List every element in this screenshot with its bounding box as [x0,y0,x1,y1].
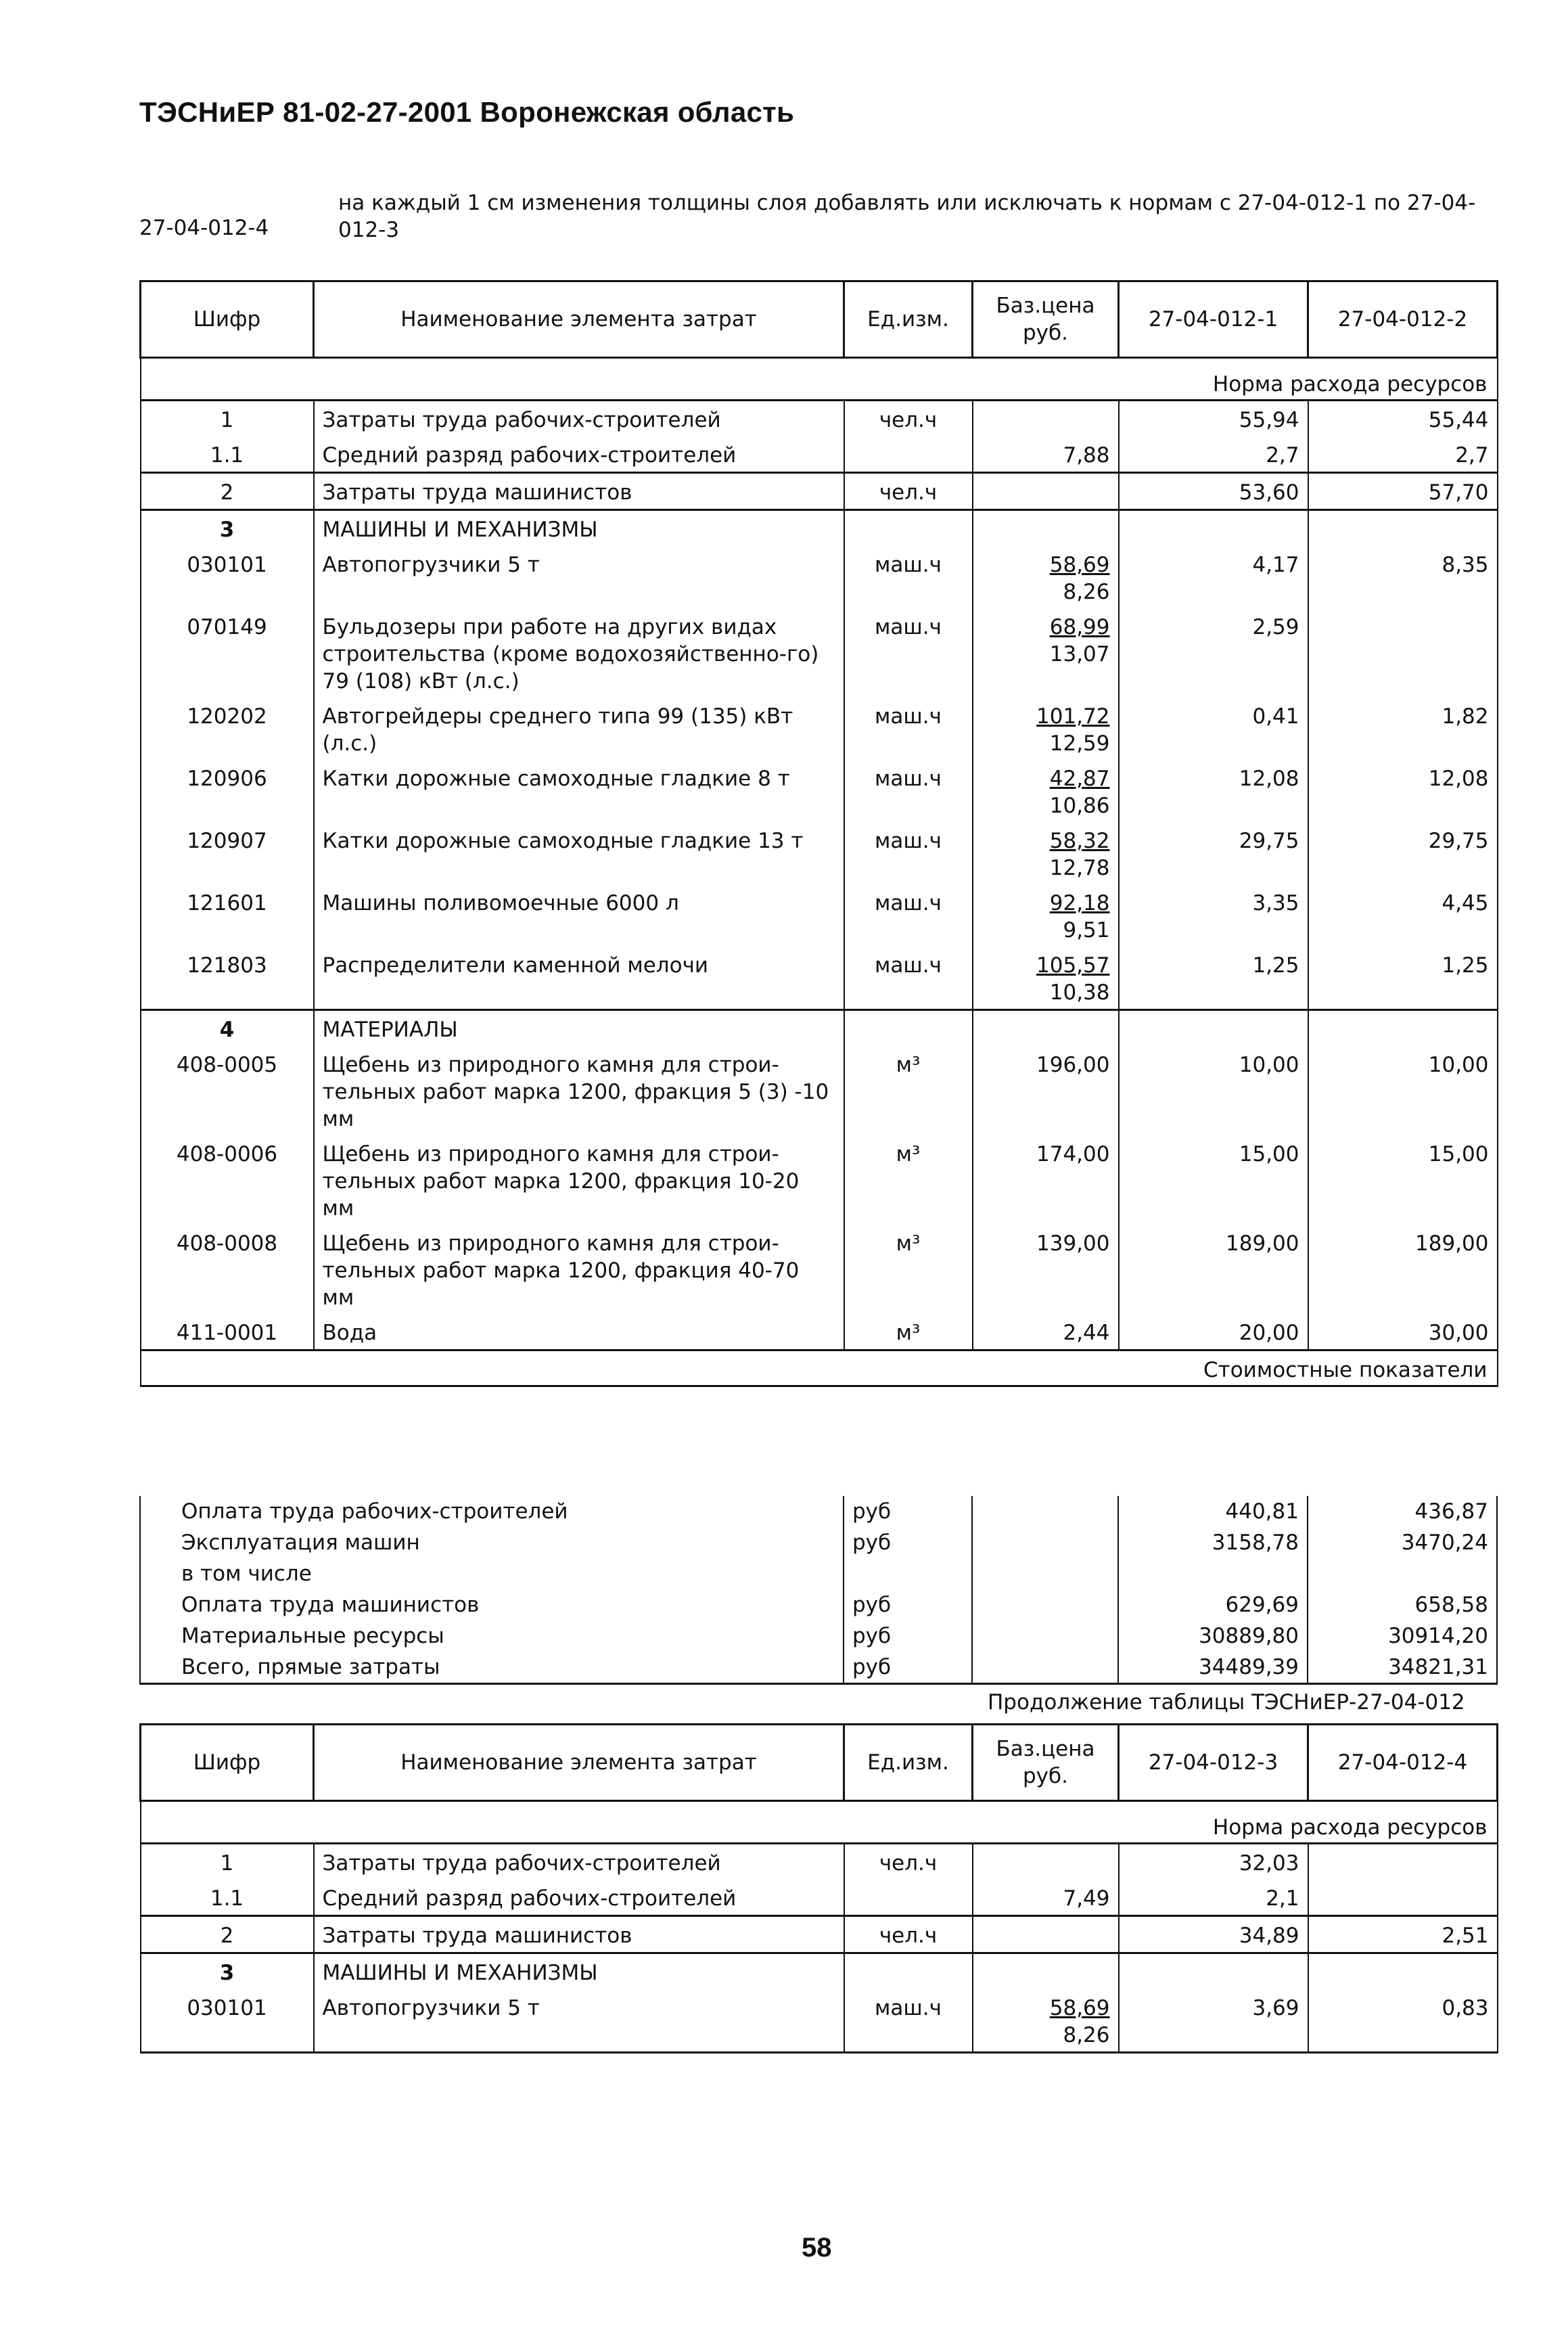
cost-row-unit: руб [844,1620,972,1652]
row-unit: чел.ч [844,401,973,437]
row-value-a: 12,08 [1119,760,1308,822]
header-price: Баз.цена руб. [973,1725,1119,1801]
cost-row-value-b: 3470,24 [1308,1527,1497,1558]
row-unit: м³ [844,1225,973,1314]
cost-summary [139,1496,1498,1685]
table-row [141,1989,1498,2053]
cost-row-value-a: 629,69 [1118,1589,1308,1620]
table-row [141,884,1498,947]
row-value-b [1308,608,1498,698]
row-value-b: 12,08 [1308,760,1498,822]
row-value-a: 2,1 [1119,1880,1308,1916]
cost-row [140,1527,1497,1558]
section-title: МАШИНЫ И МЕХАНИЗМЫ [314,1953,844,1990]
row-unit [844,1880,973,1916]
row-price [973,947,1119,1010]
cost-row [140,1496,1497,1527]
row-price [973,473,1119,510]
row-value-b [1308,1844,1498,1880]
cost-row-value-a: 440,81 [1118,1496,1308,1527]
table-row [141,947,1498,1010]
cost-row [140,1589,1497,1620]
intro-code: 27-04-012-4 [139,216,269,240]
row-value-b: 1,82 [1308,698,1498,760]
row-unit: маш.ч [844,822,973,884]
table-row [141,1135,1498,1225]
cost-row-label: Эксплуатация машин [140,1527,844,1558]
row-price [973,546,1119,608]
row-name: Катки дорожные самоходные гладкие 8 т [314,760,844,822]
table-row [141,401,1498,437]
price-sub: 12,59 [1049,731,1110,756]
row-price: 174,00 [973,1135,1119,1225]
header-col-a: 27-04-012-3 [1119,1725,1308,1801]
row-unit: маш.ч [844,760,973,822]
row-name: Автопогрузчики 5 т [314,546,844,608]
row-unit: чел.ч [844,1916,973,1953]
cost-row-value-a: 30889,80 [1118,1620,1308,1652]
table-row [141,822,1498,884]
row-code: 408-0008 [141,1225,314,1314]
price-main: 58,69 [1049,553,1110,577]
cost-row-unit: руб [844,1652,972,1684]
row-code: 1.1 [141,436,314,473]
section-row [141,1953,1498,1990]
row-unit: маш.ч [844,947,973,1010]
header-col-a: 27-04-012-1 [1119,281,1308,358]
row-price: 139,00 [973,1225,1119,1314]
row-name: Затраты труда машинистов [314,473,844,510]
row-value-b: 2,51 [1308,1916,1498,1953]
cost-row-label: Всего, прямые затраты [140,1652,844,1684]
row-value-a: 29,75 [1119,822,1308,884]
row-value-a: 3,69 [1119,1989,1308,2053]
row-value-a: 53,60 [1119,473,1308,510]
section-row [141,510,1498,547]
price-main: 105,57 [1036,953,1110,978]
row-price [973,1844,1119,1880]
row-value-a: 0,41 [1119,698,1308,760]
price-main: 42,87 [1049,767,1110,791]
row-code: 030101 [141,1989,314,2053]
price-sub: 13,07 [1049,642,1110,666]
row-code: 411-0001 [141,1314,314,1350]
row-price: 7,49 [973,1880,1119,1916]
row-code: 120906 [141,760,314,822]
row-code: 121601 [141,884,314,947]
header-unit: Ед.изм. [844,1725,973,1801]
row-code: 121803 [141,947,314,1010]
row-value-a: 34,89 [1119,1916,1308,1953]
row-value-b: 1,25 [1308,947,1498,1010]
norm-label: Норма расхода ресурсов [141,1809,1498,1844]
row-value-b: 8,35 [1308,546,1498,608]
row-name: Щебень из природного камня для строи-тельных работ марка 1200, фракция 5 (3) -10 мм [314,1046,844,1135]
price-main: 68,99 [1049,615,1110,639]
price-sub: 8,26 [1063,2023,1110,2047]
row-code: 1 [141,401,314,437]
norm-band-row [141,365,1498,401]
row-name: Катки дорожные самоходные гладкие 13 т [314,822,844,884]
row-code: 408-0005 [141,1046,314,1135]
cost-row-value-b: 436,87 [1308,1496,1497,1527]
row-price [973,1916,1119,1953]
row-value-b: 10,00 [1308,1046,1498,1135]
price-main: 58,32 [1049,829,1110,853]
row-price [973,822,1119,884]
section-code: 3 [141,510,314,547]
document-title: ТЭСНиЕР 81-02-27-2001 Воронежская область [139,96,795,128]
row-name: Щебень из природного камня для строи-тельных работ марка 1200, фракция 10-20 мм [314,1135,844,1225]
row-name: Бульдозеры при работе на других видах строительства (кроме водохозяйственно-го) 79 (108) кВт (л.с.) [314,608,844,698]
row-unit: маш.ч [844,608,973,698]
price-main: 101,72 [1036,704,1110,729]
row-price: 2,44 [973,1314,1119,1350]
cost-row-value-b: 658,58 [1308,1589,1497,1620]
row-unit: м³ [844,1046,973,1135]
row-value-a: 55,94 [1119,401,1308,437]
cost-row [140,1558,1497,1589]
cost-row-value-b: 34821,31 [1308,1652,1497,1684]
row-code: 408-0006 [141,1135,314,1225]
section-code: 4 [141,1010,314,1047]
row-value-a: 15,00 [1119,1135,1308,1225]
header-name: Наименование элемента затрат [314,281,844,358]
row-price: 7,88 [973,436,1119,473]
row-name: Затраты труда машинистов [314,1916,844,1953]
table-row [141,473,1498,510]
row-unit: маш.ч [844,1989,973,2053]
cost-row-value-a: 3158,78 [1118,1527,1308,1558]
header-col-b: 27-04-012-2 [1308,281,1498,358]
row-price [973,884,1119,947]
row-value-b: 55,44 [1308,401,1498,437]
cost-row-label: Оплата труда машинистов [140,1589,844,1620]
row-value-b: 0,83 [1308,1989,1498,2053]
row-name: Затраты труда рабочих-строителей [314,1844,844,1880]
row-value-b [1308,1880,1498,1916]
row-value-b: 15,00 [1308,1135,1498,1225]
price-main: 92,18 [1049,891,1110,915]
cost-band-row [141,1350,1498,1386]
header-name: Наименование элемента затрат [314,1725,844,1801]
continuation-caption: Продолжение таблицы ТЭСНиЕР-27-04-012 [988,1690,1465,1714]
row-value-a: 10,00 [1119,1046,1308,1135]
row-name: Средний разряд рабочих-строителей [314,436,844,473]
table-row [141,1046,1498,1135]
norm-band-row [141,1809,1498,1844]
row-code: 2 [141,1916,314,1953]
cost-row-unit: руб [844,1589,972,1620]
row-name: Машины поливомоечные 6000 л [314,884,844,947]
row-price: 196,00 [973,1046,1119,1135]
row-price [973,401,1119,437]
table-row [141,1880,1498,1916]
row-unit [844,436,973,473]
intro-note: на каждый 1 см изменения толщины слоя добавлять или исключать к нормам с 27-04-012-1 по 27-04-012-3 [338,191,1476,242]
row-unit: м³ [844,1314,973,1350]
row-unit: м³ [844,1135,973,1225]
table-row [141,698,1498,760]
row-unit: маш.ч [844,884,973,947]
section-code: 3 [141,1953,314,1990]
price-sub: 9,51 [1063,918,1110,943]
row-value-a: 32,03 [1119,1844,1308,1880]
cost-row-label: Материальные ресурсы [140,1620,844,1652]
row-unit: маш.ч [844,698,973,760]
table-row [141,436,1498,473]
row-price [973,698,1119,760]
row-code: 1.1 [141,1880,314,1916]
section-row [141,1010,1498,1047]
row-code: 070149 [141,608,314,698]
row-value-b: 2,7 [1308,436,1498,473]
table-row [141,1314,1498,1350]
row-value-b: 30,00 [1308,1314,1498,1350]
table-row [141,1916,1498,1953]
cost-row-value-a: 34489,39 [1118,1652,1308,1684]
cost-row-value-b: 30914,20 [1308,1620,1497,1652]
header-col-b: 27-04-012-4 [1308,1725,1498,1801]
price-sub: 12,78 [1049,856,1110,880]
norm-label: Норма расхода ресурсов [141,365,1498,401]
cost-row-unit: руб [844,1496,972,1527]
row-value-b: 4,45 [1308,884,1498,947]
row-code: 120202 [141,698,314,760]
table-row [141,546,1498,608]
row-value-a: 189,00 [1119,1225,1308,1314]
row-price [973,760,1119,822]
row-value-b: 189,00 [1308,1225,1498,1314]
row-code: 120907 [141,822,314,884]
row-code: 030101 [141,546,314,608]
price-sub: 10,86 [1049,794,1110,818]
row-code: 1 [141,1844,314,1880]
table-row [141,608,1498,698]
section-title: МАТЕРИАЛЫ [314,1010,844,1047]
row-unit: чел.ч [844,1844,973,1880]
table-row [141,1844,1498,1880]
row-name: Щебень из природного камня для строи-тельных работ марка 1200, фракция 40-70 мм [314,1225,844,1314]
row-unit: маш.ч [844,546,973,608]
table-header-row [141,1725,1498,1801]
row-name: Затраты труда рабочих-строителей [314,401,844,437]
header-code: Шифр [141,1725,314,1801]
row-value-a: 3,35 [1119,884,1308,947]
cost-row-unit: руб [844,1527,972,1558]
table-header-row [141,281,1498,358]
row-name: Вода [314,1314,844,1350]
cost-label: Стоимостные показатели [141,1350,1498,1386]
row-name: Распределители каменной мелочи [314,947,844,1010]
row-price [973,608,1119,698]
header-unit: Ед.изм. [844,281,973,358]
row-value-b: 57,70 [1308,473,1498,510]
row-unit: чел.ч [844,473,973,510]
page-number: 58 [802,2233,832,2263]
row-name: Автогрейдеры среднего типа 99 (135) кВт (л.с.) [314,698,844,760]
row-value-a: 1,25 [1119,947,1308,1010]
row-code: 2 [141,473,314,510]
resources-table-1 [139,280,1498,1387]
row-value-a: 20,00 [1119,1314,1308,1350]
price-sub: 8,26 [1063,580,1110,604]
cost-row-label: в том числе [140,1558,844,1589]
row-name: Средний разряд рабочих-строителей [314,1880,844,1916]
header-code: Шифр [141,281,314,358]
section-title: МАШИНЫ И МЕХАНИЗМЫ [314,510,844,547]
cost-row-label: Оплата труда рабочих-строителей [140,1496,844,1527]
price-main: 58,69 [1049,1996,1110,2020]
cost-row [140,1620,1497,1652]
row-name: Автопогрузчики 5 т [314,1989,844,2053]
resources-table-2 [139,1723,1498,2053]
row-value-a: 4,17 [1119,546,1308,608]
row-value-a: 2,7 [1119,436,1308,473]
cost-row [140,1652,1497,1684]
row-value-b: 29,75 [1308,822,1498,884]
price-sub: 10,38 [1049,980,1110,1005]
table-row [141,1225,1498,1314]
table-row [141,760,1498,822]
header-price: Баз.цена руб. [973,281,1119,358]
row-price [973,1989,1119,2053]
row-value-a: 2,59 [1119,608,1308,698]
